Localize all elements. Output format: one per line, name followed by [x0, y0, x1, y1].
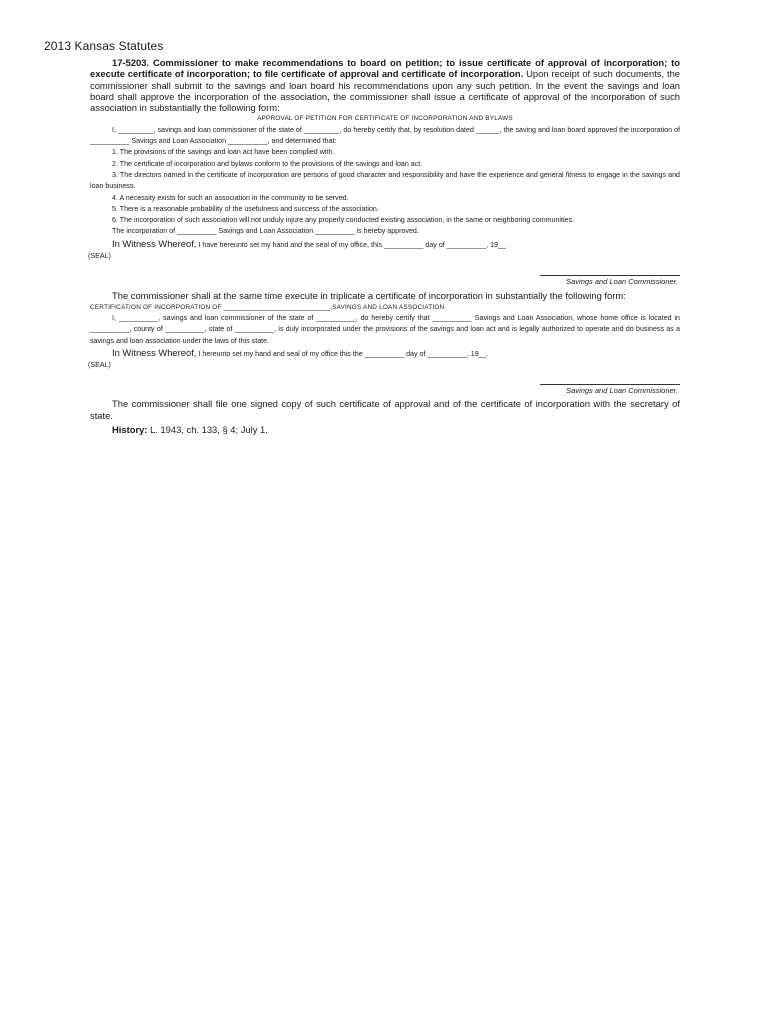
form2-signature: Savings and Loan Commissioner. — [566, 386, 678, 396]
form1-seal: (SEAL) — [88, 252, 111, 261]
form1-caption: APPROVAL OF PETITION FOR CERTIFICATE OF INCORPORATION AND BYLAWS — [257, 115, 513, 123]
form1-item: 5. There is a reasonable probability of the usefulness and success of the association. — [112, 204, 379, 213]
witness-text: I hereunto set my hand and seal of my office this the __________ day of __________, 19__. — [198, 349, 489, 358]
form1-item: 4. A necessity exists for such an association in the community to be served. — [112, 193, 349, 202]
history-label: History: — [112, 424, 148, 436]
section-number: 17-5203. — [112, 57, 150, 68]
form1-item: 3. The directors named in the certificate of incorporation are persons of good character and responsibility and have the experience and general fitness to engage in the savings and loan business. — [90, 170, 680, 191]
form1-item: 6. The incorporation of such association will not unduly injure any properly conducted existing association, in the same or neighboring communities. — [112, 216, 575, 225]
form2-caption: CERTIFICATION OF INCORPORATION OF ___________________________,SAVINGS AND LOAN ASSOCIATION — [90, 302, 445, 311]
form2-seal: (SEAL) — [88, 361, 111, 370]
form1-item: 2. The certificate of incorporation and bylaws conform to the provisions of the savings and loan act. — [112, 159, 423, 168]
section-intro: Upon receipt of such documents, the commissioner shall submit to the savings and loan board his recommendations upon any such petition. In the event the savings and loan board shall approve the incorporation of the association, the commissioner shall issue a certificate of approval of the incorporation of such association in substantially the following form: — [90, 68, 681, 114]
closing-paragraph: The commissioner shall file one signed copy of such certificate of approval and of the certificate of incorporation with the secretary of state. — [90, 398, 680, 421]
statute-section — [90, 57, 680, 435]
form1-approved: The incorporation of __________ Savings and Loan Association __________ is hereby approved. — [112, 227, 419, 236]
document-header: 2013 Kansas Statutes — [44, 39, 164, 53]
witness-lead: In Witness Whereof, — [112, 237, 197, 249]
witness-lead: In Witness Whereof, — [112, 346, 197, 358]
form1-witness — [90, 238, 680, 251]
form2-witness — [90, 347, 680, 360]
witness-text: I have hereunto set my hand and the seal of my office, this __________ day of __________, 19__. — [198, 240, 508, 249]
history-text: L. 1943, ch. 133, § 4; July 1. — [150, 424, 268, 436]
form1-item: 1. The provisions of the savings and loan act have been complied with. — [112, 148, 335, 157]
transition-paragraph: The commissioner shall at the same time execute in triplicate a certificate of incorporation in substantially the following form: — [112, 290, 626, 302]
form1-body: I, _________, savings and loan commissioner of the state of _________, do hereby certify that, by resolution dated ______, the saving and loan board approved the incorporation of __________ Savings and Loan Association __________, and determined that: — [90, 125, 680, 146]
section-heading-paragraph — [90, 57, 680, 113]
history-line — [90, 424, 680, 435]
form1-signature: Savings and Loan Commissioner. — [566, 277, 678, 287]
form2-body: I, __________, savings and loan commissioner of the state of __________, do hereby certify that __________ Savings and Loan Association, whose home office is located in __________, county of __________, state of __________, is duly incorporated under the provisions of the savings and loan act and is legally authorized to operate and do business as a savings and loan association under the laws of this state. — [90, 313, 680, 345]
section-heading: Commissioner to make recommendations to board on petition; to issue certificate of approval of incorporation; to execute certificate of incorporation; to file certificate of approval and certificate of incorporation. — [90, 57, 680, 80]
